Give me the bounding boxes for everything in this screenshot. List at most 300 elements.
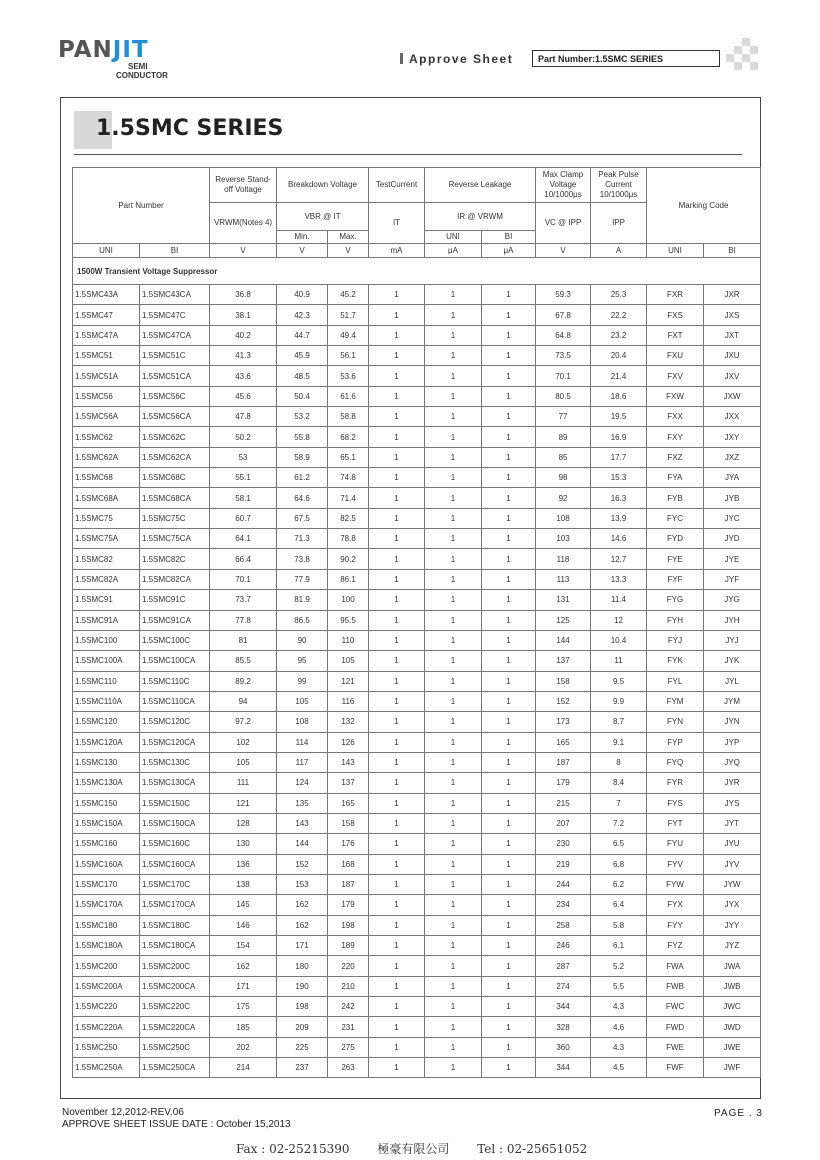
table-cell: 77 (536, 407, 591, 427)
table-cell: 68.2 (328, 427, 369, 447)
table-cell: 1 (482, 834, 536, 854)
table-cell: 1.5SMC75C (140, 508, 210, 528)
table-cell: 198 (328, 915, 369, 935)
table-cell: 1 (482, 386, 536, 406)
table-cell: 1.5SMC250A (73, 1058, 140, 1078)
table-cell: 36.8 (210, 285, 277, 305)
table-cell: 1 (425, 691, 482, 711)
table-cell: 1 (482, 427, 536, 447)
table-cell: 15.3 (591, 468, 647, 488)
table-cell: 154 (210, 936, 277, 956)
table-cell: 71.4 (328, 488, 369, 508)
table-cell: JYQ (704, 752, 761, 772)
table-cell: 185 (210, 1017, 277, 1037)
table-cell: 1 (369, 651, 425, 671)
table-cell: FYL (647, 671, 704, 691)
table-cell: 1 (369, 549, 425, 569)
table-cell: 1 (482, 630, 536, 650)
table-cell: 202 (210, 1037, 277, 1057)
table-cell: FXU (647, 346, 704, 366)
table-cell: FYU (647, 834, 704, 854)
table-row (73, 590, 761, 610)
table-cell: 1 (369, 712, 425, 732)
breakdown-header: Breakdown Voltage (277, 168, 369, 203)
page-title: 1.5SMC SERIES (96, 116, 284, 141)
max-clamp-header: Max Clamp Voltage 10/1000μs (536, 168, 591, 203)
table-cell: 1.5SMC160 (73, 834, 140, 854)
table-cell: 9.9 (591, 691, 647, 711)
table-cell: 16.3 (591, 488, 647, 508)
table-cell: 242 (328, 997, 369, 1017)
table-cell: 86.5 (277, 610, 328, 630)
table-cell: 1 (369, 407, 425, 427)
table-row (73, 976, 761, 996)
table-cell: 124 (277, 773, 328, 793)
table-cell: 60.7 (210, 508, 277, 528)
table-cell: 1.5SMC82A (73, 569, 140, 589)
table-cell: JXY (704, 427, 761, 447)
table-cell: 49.4 (328, 325, 369, 345)
table-cell: FXY (647, 427, 704, 447)
table-cell: 58.9 (277, 447, 328, 467)
table-cell: 176 (328, 834, 369, 854)
table-cell: 1.5SMC100A (73, 651, 140, 671)
table-cell: 1 (482, 874, 536, 894)
table-row (73, 997, 761, 1017)
table-cell: 162 (277, 915, 328, 935)
title-divider (74, 154, 742, 155)
table-row (73, 834, 761, 854)
table-cell: 98 (536, 468, 591, 488)
table-cell: 1 (425, 671, 482, 691)
table-cell: 1 (369, 874, 425, 894)
table-cell: 179 (328, 895, 369, 915)
table-cell: 1 (482, 691, 536, 711)
unit-cell: A (591, 244, 647, 258)
table-cell: 146 (210, 915, 277, 935)
table-cell: JXX (704, 407, 761, 427)
table-cell: 64.1 (210, 529, 277, 549)
fax-text: Fax : 02-25215390 (236, 1142, 350, 1156)
table-cell: 45.2 (328, 285, 369, 305)
table-cell: 1 (482, 407, 536, 427)
it-header: IT (369, 203, 425, 244)
table-cell: 73.8 (277, 549, 328, 569)
test-current-header: TestCurrent (369, 168, 425, 203)
table-cell: JYK (704, 651, 761, 671)
table-cell: 1.5SMC150 (73, 793, 140, 813)
table-row (73, 1058, 761, 1078)
table-row (73, 691, 761, 711)
table-cell: 8.4 (591, 773, 647, 793)
vrwm-header: VRWM(Notes 4) (210, 203, 277, 244)
table-cell: JWA (704, 956, 761, 976)
table-cell: 5.8 (591, 915, 647, 935)
table-cell: 1 (425, 590, 482, 610)
table-cell: JYE (704, 549, 761, 569)
table-cell: JXS (704, 305, 761, 325)
table-cell: 1.5SMC220CA (140, 1017, 210, 1037)
table-row (73, 508, 761, 528)
table-row (73, 305, 761, 325)
table-row (73, 956, 761, 976)
table-cell: 1.5SMC120A (73, 732, 140, 752)
table-cell: 179 (536, 773, 591, 793)
table-cell: 41.3 (210, 346, 277, 366)
tel-text: Tel : 02-25651052 (477, 1142, 588, 1156)
table-cell: 1 (369, 732, 425, 752)
unit-cell: V (210, 244, 277, 258)
table-cell: 231 (328, 1017, 369, 1037)
ir-bi-header: BI (482, 231, 536, 244)
table-cell: 9.5 (591, 671, 647, 691)
table-cell: JYS (704, 793, 761, 813)
table-cell: 105 (210, 752, 277, 772)
table-cell: 121 (210, 793, 277, 813)
table-cell: 90.2 (328, 549, 369, 569)
table-cell: 6.5 (591, 834, 647, 854)
table-cell: 225 (277, 1037, 328, 1057)
table-cell: 81 (210, 630, 277, 650)
table-cell: 175 (210, 997, 277, 1017)
reverse-leakage-header: Reverse Leakage (425, 168, 536, 203)
table-cell: 1 (369, 915, 425, 935)
table-cell: 1 (425, 1037, 482, 1057)
table-cell: 65.1 (328, 447, 369, 467)
table-cell: 121 (328, 671, 369, 691)
table-cell: 53.2 (277, 407, 328, 427)
table-cell: 43.6 (210, 366, 277, 386)
table-cell: 102 (210, 732, 277, 752)
table-cell: JYG (704, 590, 761, 610)
table-cell: 1 (482, 793, 536, 813)
table-cell: 143 (328, 752, 369, 772)
table-cell: FYW (647, 874, 704, 894)
table-cell: 1.5SMC250C (140, 1037, 210, 1057)
table-cell: 1.5SMC180 (73, 915, 140, 935)
table-cell: 1.5SMC47C (140, 305, 210, 325)
table-cell: 168 (328, 854, 369, 874)
table-cell: 6.4 (591, 895, 647, 915)
table-cell: 80.5 (536, 386, 591, 406)
table-cell: 116 (328, 691, 369, 711)
table-cell: 97.2 (210, 712, 277, 732)
table-cell: 1 (425, 569, 482, 589)
table-cell: 132 (328, 712, 369, 732)
table-cell: FYQ (647, 752, 704, 772)
part-number-box: Part Number:1.5SMC SERIES (532, 50, 720, 67)
table-cell: 1 (425, 997, 482, 1017)
table-cell: FWA (647, 956, 704, 976)
table-cell: 1 (425, 976, 482, 996)
table-cell: 1 (425, 874, 482, 894)
table-cell: 1 (482, 1017, 536, 1037)
table-cell: 144 (536, 630, 591, 650)
table-cell: 1 (425, 488, 482, 508)
table-cell: 1 (482, 773, 536, 793)
table-cell: 1 (369, 488, 425, 508)
table-cell: 1 (369, 773, 425, 793)
table-cell: 12.7 (591, 549, 647, 569)
unit-cell: UNI (73, 244, 140, 258)
table-cell: 145 (210, 895, 277, 915)
table-cell: 152 (536, 691, 591, 711)
table-cell: 1.5SMC150C (140, 793, 210, 813)
spec-table (72, 167, 761, 1078)
table-cell: JYJ (704, 630, 761, 650)
table-cell: 1 (482, 346, 536, 366)
table-cell: 1 (425, 1017, 482, 1037)
table-cell: 234 (536, 895, 591, 915)
table-cell: 6.2 (591, 874, 647, 894)
table-cell: JYP (704, 732, 761, 752)
table-cell: 1.5SMC91CA (140, 610, 210, 630)
max-header: Max. (328, 231, 369, 244)
table-cell: 1 (369, 793, 425, 813)
table-cell: 1 (369, 569, 425, 589)
table-cell: 158 (328, 813, 369, 833)
table-cell: 1.5SMC250 (73, 1037, 140, 1057)
table-cell: 1.5SMC75 (73, 508, 140, 528)
table-cell: 1 (425, 651, 482, 671)
table-cell: 173 (536, 712, 591, 732)
table-cell: FXV (647, 366, 704, 386)
table-cell: 344 (536, 997, 591, 1017)
table-cell: 55.1 (210, 468, 277, 488)
table-row (73, 936, 761, 956)
table-cell: 274 (536, 976, 591, 996)
table-cell: 328 (536, 1017, 591, 1037)
table-cell: FYS (647, 793, 704, 813)
table-cell: 180 (277, 956, 328, 976)
table-cell: 1.5SMC160A (73, 854, 140, 874)
table-cell: 81.9 (277, 590, 328, 610)
table-cell: JYU (704, 834, 761, 854)
table-row (73, 549, 761, 569)
table-cell: 1.5SMC130C (140, 752, 210, 772)
table-cell: 66.4 (210, 549, 277, 569)
table-cell: 1 (425, 813, 482, 833)
table-cell: 1 (482, 976, 536, 996)
table-cell: 1.5SMC200CA (140, 976, 210, 996)
table-cell: 19.5 (591, 407, 647, 427)
table-cell: 1 (425, 732, 482, 752)
table-cell: 1 (482, 1058, 536, 1078)
reverse-standoff-header: Reverse Stand-off Voltage (210, 168, 277, 203)
table-cell: 14.6 (591, 529, 647, 549)
table-cell: FYG (647, 590, 704, 610)
table-cell: 90 (277, 630, 328, 650)
table-cell: FYD (647, 529, 704, 549)
table-row (73, 854, 761, 874)
table-cell: JYC (704, 508, 761, 528)
table-cell: 1 (482, 529, 536, 549)
table-cell: 1 (482, 305, 536, 325)
table-cell: 1 (369, 1058, 425, 1078)
table-cell: 40.9 (277, 285, 328, 305)
table-cell: FYH (647, 610, 704, 630)
table-cell: 219 (536, 854, 591, 874)
table-cell: 1.5SMC150A (73, 813, 140, 833)
table-cell: 4.5 (591, 1058, 647, 1078)
table-cell: 1 (369, 590, 425, 610)
table-cell: 137 (536, 651, 591, 671)
table-cell: 1.5SMC160CA (140, 854, 210, 874)
table-cell: 55.8 (277, 427, 328, 447)
table-cell: 1 (482, 997, 536, 1017)
table-cell: 53 (210, 447, 277, 467)
table-cell: 1 (369, 956, 425, 976)
table-cell: 1.5SMC100CA (140, 651, 210, 671)
table-cell: FYA (647, 468, 704, 488)
table-cell: 99 (277, 671, 328, 691)
table-cell: 92 (536, 488, 591, 508)
table-cell: 1.5SMC150CA (140, 813, 210, 833)
table-cell: 22.2 (591, 305, 647, 325)
table-cell: 95 (277, 651, 328, 671)
table-cell: 1 (369, 1017, 425, 1037)
table-row (73, 630, 761, 650)
table-cell: FXS (647, 305, 704, 325)
table-cell: 8.7 (591, 712, 647, 732)
part-number-header: Part Number (73, 168, 210, 244)
table-cell: JYX (704, 895, 761, 915)
table-cell: JWB (704, 976, 761, 996)
table-row (73, 386, 761, 406)
table-cell: 56.1 (328, 346, 369, 366)
revision-text: November 12,2012-REV.06 (62, 1107, 184, 1118)
table-cell: 1.5SMC91C (140, 590, 210, 610)
table-cell: 64.6 (277, 488, 328, 508)
table-cell: 1.5SMC62CA (140, 447, 210, 467)
table-cell: 85.5 (210, 651, 277, 671)
table-cell: 50.4 (277, 386, 328, 406)
table-cell: FWB (647, 976, 704, 996)
marking-code-header: Marking Code (647, 168, 761, 244)
table-cell: 1.5SMC110 (73, 671, 140, 691)
ir-header: IR @ VRWM (425, 203, 536, 231)
table-cell: FYP (647, 732, 704, 752)
table-cell: 13.9 (591, 508, 647, 528)
table-cell: FYE (647, 549, 704, 569)
table-cell: 70.1 (210, 569, 277, 589)
table-cell: FWD (647, 1017, 704, 1037)
table-cell: 114 (277, 732, 328, 752)
table-cell: 1.5SMC56CA (140, 407, 210, 427)
table-cell: 105 (328, 651, 369, 671)
table-cell: 1 (369, 895, 425, 915)
table-cell: FYV (647, 854, 704, 874)
table-cell: 1 (425, 325, 482, 345)
table-row (73, 752, 761, 772)
table-row (73, 488, 761, 508)
table-cell: 95.5 (328, 610, 369, 630)
table-cell: 275 (328, 1037, 369, 1057)
table-cell: 1 (425, 366, 482, 386)
table-row (73, 651, 761, 671)
table-cell: 1 (425, 305, 482, 325)
table-cell: 1.5SMC200A (73, 976, 140, 996)
company-name: 極豪有限公司 (377, 1142, 450, 1156)
table-cell: 1.5SMC250CA (140, 1058, 210, 1078)
table-cell: JYA (704, 468, 761, 488)
table-cell: 125 (536, 610, 591, 630)
table-cell: JXR (704, 285, 761, 305)
table-cell: 1.5SMC47A (73, 325, 140, 345)
table-cell: 1 (482, 712, 536, 732)
table-cell: 1.5SMC130 (73, 752, 140, 772)
table-cell: 108 (536, 508, 591, 528)
table-row (73, 529, 761, 549)
table-cell: FYT (647, 813, 704, 833)
table-row (73, 569, 761, 589)
table-cell: 78.8 (328, 529, 369, 549)
table-cell: JYY (704, 915, 761, 935)
table-cell: 126 (328, 732, 369, 752)
units-row (73, 244, 761, 258)
table-row (73, 610, 761, 630)
table-cell: 1.5SMC82CA (140, 569, 210, 589)
table-cell: 1.5SMC51 (73, 346, 140, 366)
table-cell: 1.5SMC47CA (140, 325, 210, 345)
table-cell: 5.2 (591, 956, 647, 976)
table-cell: 152 (277, 854, 328, 874)
table-cell: 1.5SMC68C (140, 468, 210, 488)
table-cell: 85 (536, 447, 591, 467)
table-cell: 1 (482, 651, 536, 671)
table-cell: 111 (210, 773, 277, 793)
table-row (73, 468, 761, 488)
footer-info (62, 1107, 291, 1131)
table-cell: 1.5SMC180A (73, 936, 140, 956)
table-cell: 10.4 (591, 630, 647, 650)
table-cell: 1.5SMC200C (140, 956, 210, 976)
table-cell: 158 (536, 671, 591, 691)
table-cell: 77.9 (277, 569, 328, 589)
table-cell: 1.5SMC170A (73, 895, 140, 915)
table-cell: JXW (704, 386, 761, 406)
table-cell: JXZ (704, 447, 761, 467)
page-number: PAGE . 3 (714, 1108, 763, 1119)
table-cell: 1.5SMC82 (73, 549, 140, 569)
table-cell: FWF (647, 1058, 704, 1078)
table-cell: JXV (704, 366, 761, 386)
checker-decoration-icon (726, 38, 762, 74)
ir-uni-header: UNI (425, 231, 482, 244)
table-cell: 1 (369, 386, 425, 406)
table-cell: 1.5SMC220C (140, 997, 210, 1017)
table-cell: 1.5SMC120CA (140, 732, 210, 752)
table-cell: 360 (536, 1037, 591, 1057)
table-cell: 263 (328, 1058, 369, 1078)
table-cell: 86.1 (328, 569, 369, 589)
table-cell: 1.5SMC120 (73, 712, 140, 732)
table-cell: JWC (704, 997, 761, 1017)
table-cell: JYT (704, 813, 761, 833)
table-row (73, 813, 761, 833)
table-cell: 1 (369, 285, 425, 305)
table-cell: JYD (704, 529, 761, 549)
table-cell: 1 (482, 325, 536, 345)
table-cell: 1 (482, 956, 536, 976)
table-cell: 1.5SMC43A (73, 285, 140, 305)
table-cell: 8 (591, 752, 647, 772)
table-cell: 1 (482, 732, 536, 752)
table-cell: 110 (328, 630, 369, 650)
table-cell: 198 (277, 997, 328, 1017)
table-cell: 45.9 (277, 346, 328, 366)
table-cell: 1.5SMC130CA (140, 773, 210, 793)
